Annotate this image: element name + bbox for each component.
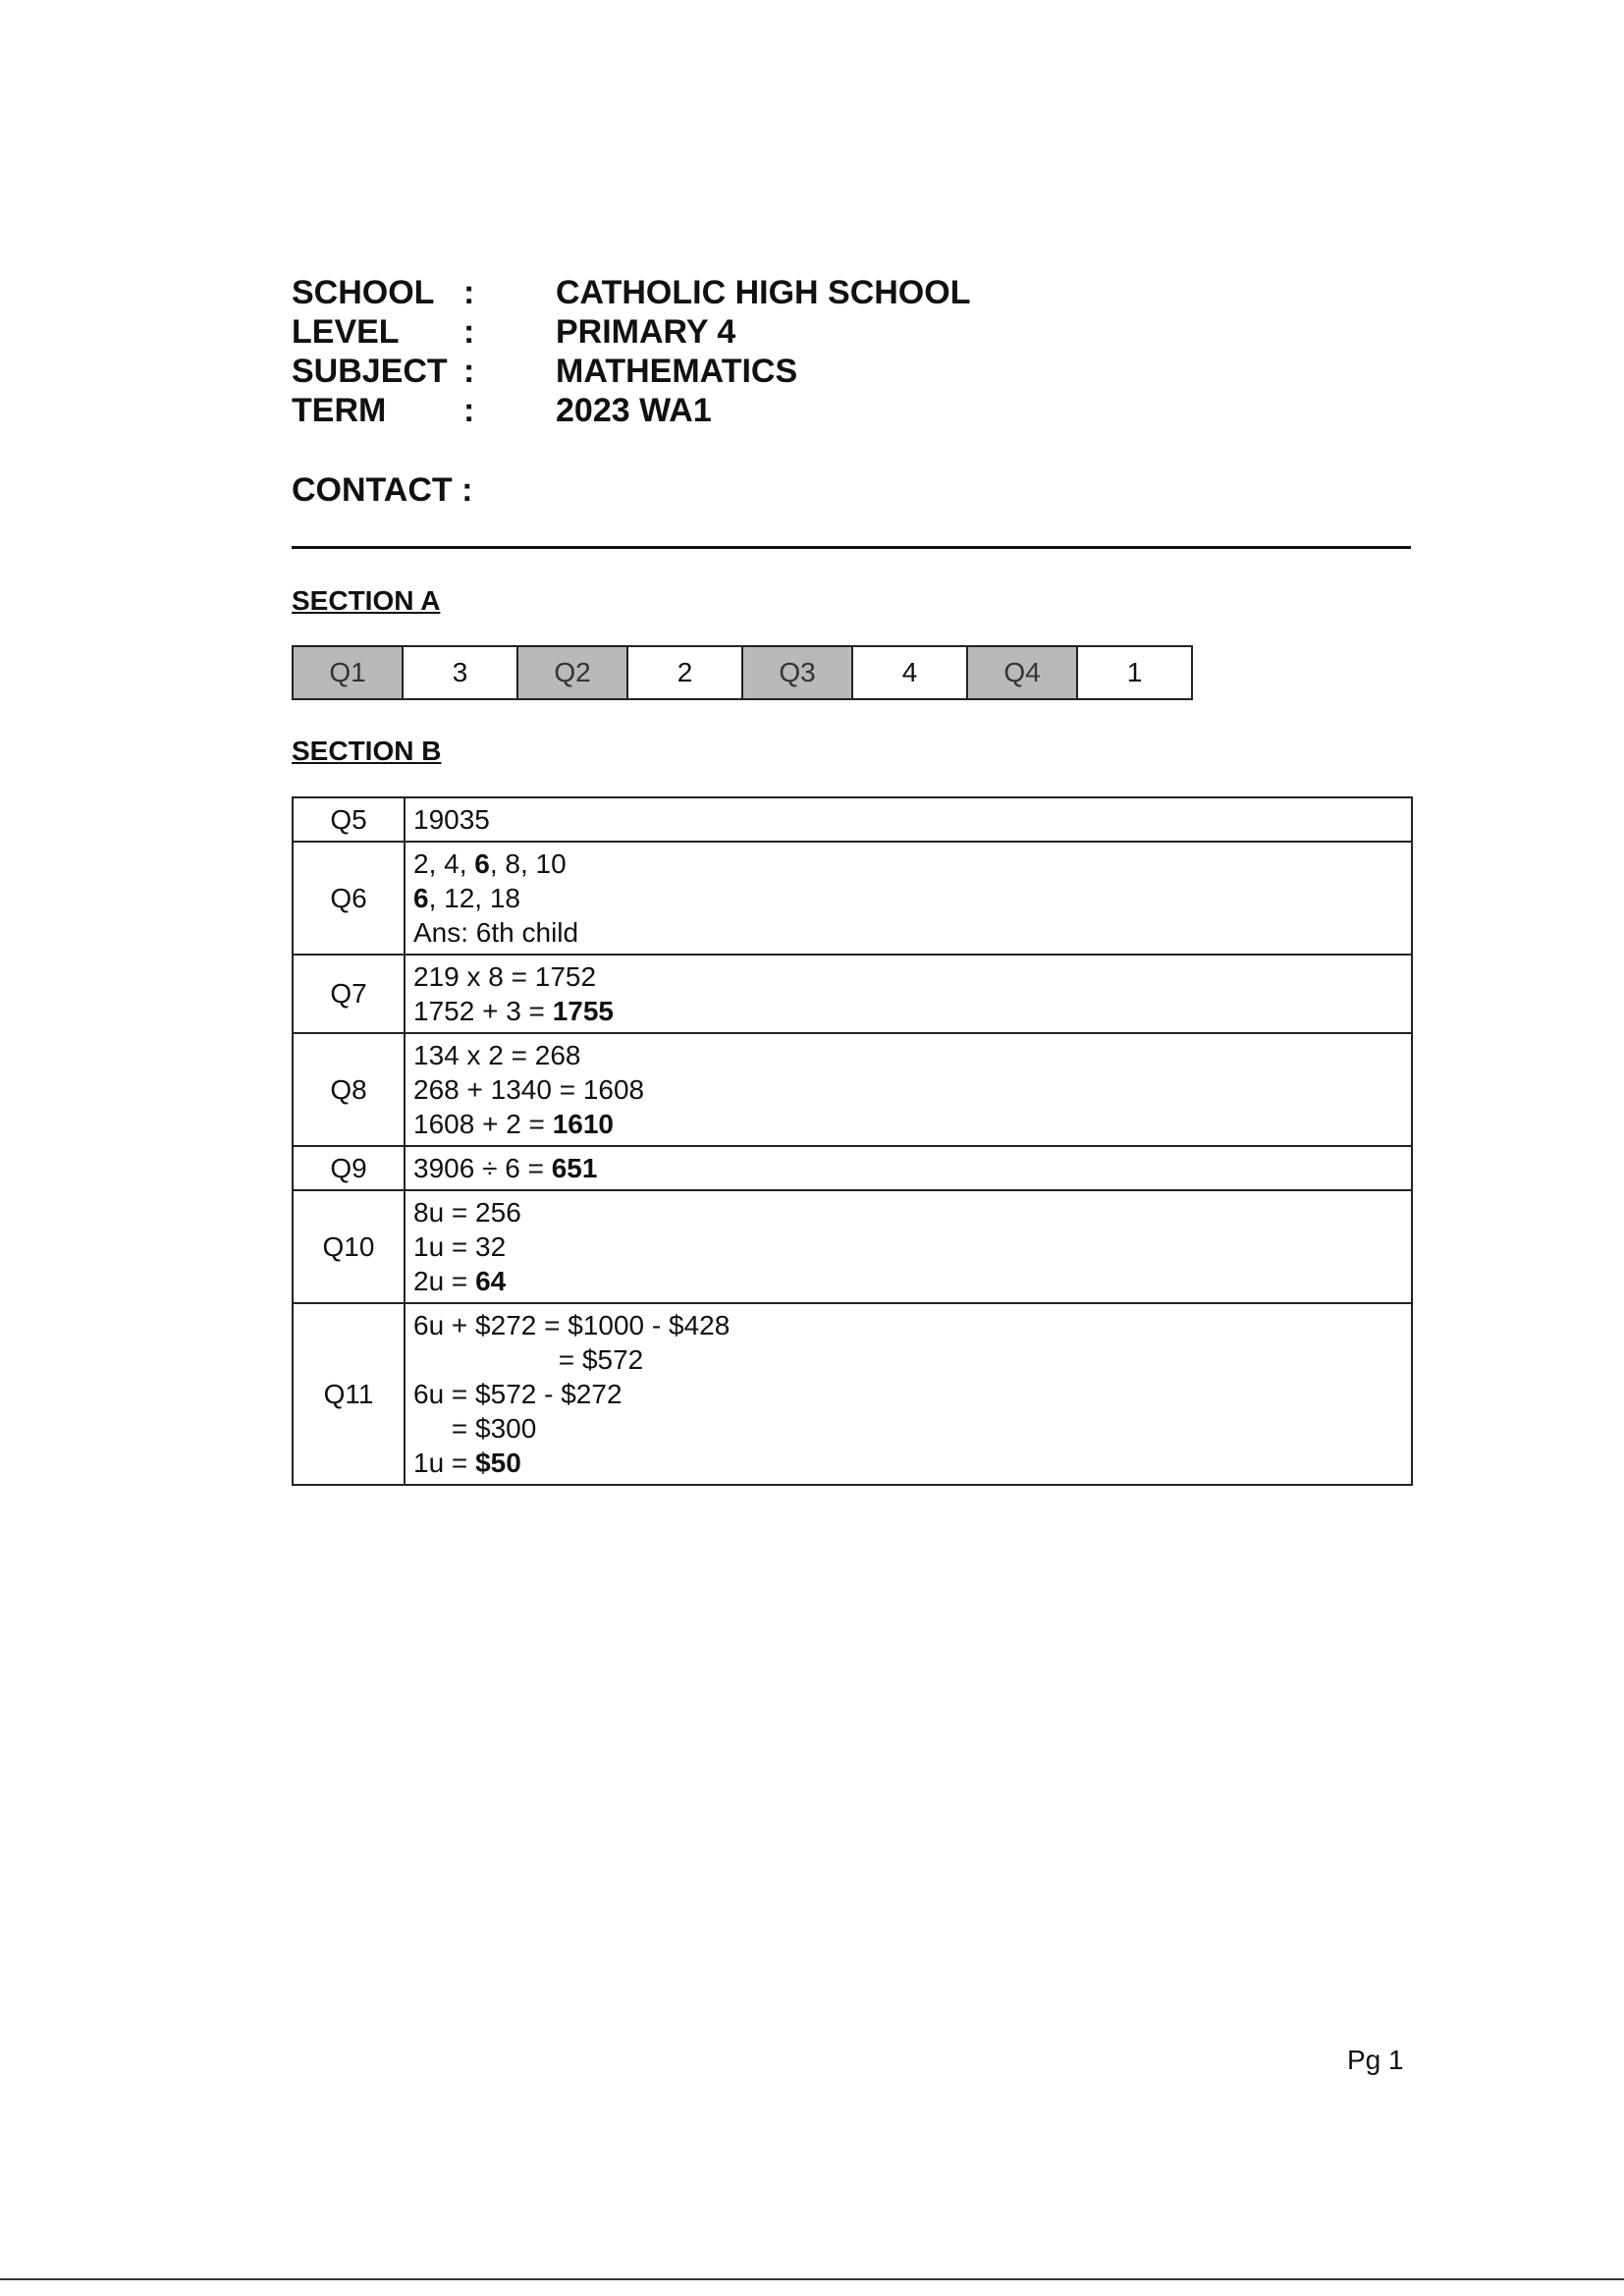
working-line — [413, 915, 1403, 950]
working-text: 19035 — [413, 804, 490, 835]
working-line — [413, 1446, 1403, 1480]
working-cell — [405, 1146, 1412, 1190]
question-number: Q9 — [293, 1146, 405, 1190]
contact-label: CONTACT : — [292, 471, 473, 509]
answer-text: $50 — [475, 1448, 521, 1478]
table-row — [293, 842, 1412, 955]
table-row — [293, 797, 1412, 842]
answer-text: 651 — [551, 1153, 598, 1183]
working-line — [413, 802, 1403, 837]
answer-cell: 3 — [403, 646, 517, 699]
working-line — [413, 994, 1403, 1028]
school-label: SCHOOL — [292, 274, 435, 311]
working-text: 6u + $272 = $1000 - $428 — [413, 1310, 731, 1340]
working-cell — [405, 1190, 1412, 1303]
table-row — [293, 1146, 1412, 1190]
table-row — [293, 1303, 1412, 1485]
working-text: 1608 + 2 = — [413, 1109, 553, 1139]
term-value: 2023 WA1 — [556, 392, 712, 429]
question-number: Q6 — [293, 842, 405, 955]
question-cell: Q3 — [742, 646, 852, 699]
working-line — [413, 1151, 1403, 1185]
working-line — [413, 847, 1403, 881]
colon: : — [463, 392, 475, 429]
working-text: Ans: 6th child — [413, 917, 579, 948]
header-row-school — [292, 273, 970, 312]
subject-label: SUBJECT — [292, 353, 448, 390]
level-label: LEVEL — [292, 313, 400, 351]
answer-cell: 1 — [1077, 646, 1192, 699]
term-label: TERM — [292, 392, 387, 429]
working-text: = $572 — [413, 1344, 644, 1375]
question-number: Q8 — [293, 1033, 405, 1146]
working-cell — [405, 842, 1412, 955]
answer-cell: 4 — [852, 646, 967, 699]
table-row — [293, 1190, 1412, 1303]
header-row-level — [292, 312, 970, 352]
working-line — [413, 1411, 1403, 1446]
working-cell — [405, 1303, 1412, 1485]
working-text: 3906 ÷ 6 = — [413, 1153, 552, 1183]
header-row-term — [292, 391, 970, 430]
working-text: 2u = — [413, 1266, 476, 1296]
working-text: 1752 + 3 = — [413, 996, 553, 1026]
working-line — [413, 881, 1403, 915]
question-number: Q5 — [293, 797, 405, 842]
working-line — [413, 1264, 1403, 1298]
answer-text: 6 — [413, 883, 429, 913]
question-number: Q11 — [293, 1303, 405, 1485]
section-a-answer-table — [292, 645, 1193, 700]
working-text: , 12, 18 — [428, 883, 520, 913]
question-number: Q7 — [293, 955, 405, 1033]
exam-header — [292, 273, 970, 430]
working-text: 6u = $572 - $272 — [413, 1379, 623, 1409]
working-line — [413, 1072, 1403, 1107]
school-value: CATHOLIC HIGH SCHOOL — [556, 274, 971, 311]
question-cell: Q4 — [967, 646, 1077, 699]
colon: : — [463, 274, 475, 311]
working-cell — [405, 1033, 1412, 1146]
section-a-row — [293, 646, 1192, 699]
working-text: 268 + 1340 = 1608 — [413, 1074, 645, 1105]
header-row-subject — [292, 352, 970, 391]
working-line — [413, 1342, 1403, 1377]
working-line — [413, 1038, 1403, 1072]
colon: : — [463, 353, 475, 390]
subject-value: MATHEMATICS — [556, 353, 798, 390]
working-text: 1u = — [413, 1448, 476, 1478]
working-line — [413, 959, 1403, 994]
working-text: 1u = 32 — [413, 1231, 507, 1262]
working-line — [413, 1195, 1403, 1230]
working-text: = $300 — [413, 1413, 537, 1444]
section-a-title: SECTION A — [292, 585, 441, 616]
working-text: , 8, 10 — [489, 848, 567, 879]
section-b-title: SECTION B — [292, 736, 442, 766]
section-b-working-table — [292, 796, 1413, 1486]
answer-text: 1755 — [552, 996, 614, 1026]
answer-text: 64 — [475, 1266, 507, 1296]
question-cell: Q1 — [293, 646, 403, 699]
header-divider — [292, 546, 1411, 549]
working-text: 219 x 8 = 1752 — [413, 961, 597, 992]
working-text: 8u = 256 — [413, 1197, 521, 1228]
working-line — [413, 1308, 1403, 1342]
question-number: Q10 — [293, 1190, 405, 1303]
answer-cell: 2 — [627, 646, 742, 699]
table-row — [293, 1033, 1412, 1146]
answer-text: 1610 — [552, 1109, 614, 1139]
level-value: PRIMARY 4 — [556, 313, 736, 351]
working-text: 2, 4, — [413, 848, 475, 879]
colon: : — [463, 313, 475, 351]
working-cell — [405, 955, 1412, 1033]
working-cell — [405, 797, 1412, 842]
working-line — [413, 1107, 1403, 1141]
answer-text: 6 — [474, 848, 490, 879]
table-row — [293, 955, 1412, 1033]
page-number: Pg 1 — [1347, 2045, 1404, 2075]
working-line — [413, 1230, 1403, 1264]
question-cell: Q2 — [517, 646, 627, 699]
working-line — [413, 1377, 1403, 1411]
working-text: 134 x 2 = 268 — [413, 1040, 581, 1070]
page-bottom-edge — [0, 2278, 1624, 2280]
